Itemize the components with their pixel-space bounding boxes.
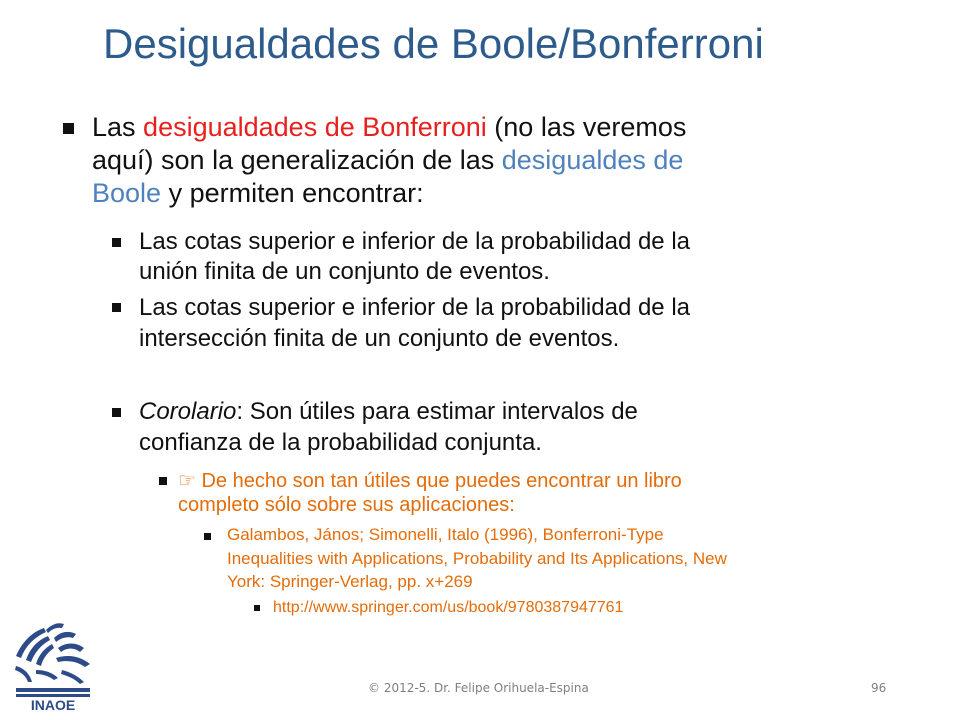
text-segment: : Son útiles para estimar intervalos de: [236, 398, 638, 425]
sub-item-intersection-line-1: Las cotas superior e inferior de la probabilidad de la: [139, 294, 691, 321]
text-segment: aquí) son la generalización de las: [92, 145, 502, 175]
sub-item-corolario-line-1: [139, 398, 638, 426]
bonferroni-highlight: desigualdades de Bonferroni: [143, 112, 487, 142]
sub-item-corolario-line-2: confianza de la probabilidad conjunta.: [139, 429, 542, 456]
main-paragraph-line-1: [92, 112, 686, 143]
slide-title: Desigualdades de Boole/Bonferroni: [103, 20, 764, 67]
bullet-l2: [112, 238, 121, 247]
bullet-l2: [112, 408, 121, 417]
bullet-l4: [204, 533, 211, 540]
main-paragraph-line-3: [92, 178, 424, 209]
reference-line-3: York: Springer-Verlag, pp. x+269: [227, 572, 473, 591]
footer-copyright: © 2012-5. Dr. Felipe Orihuela-Espina: [368, 681, 589, 695]
corolario-label: Corolario: [139, 398, 237, 425]
note-line-1: ☞ De hecho son tan útiles que puedes encontrar un libro: [178, 470, 682, 492]
main-paragraph-line-2: [92, 145, 683, 176]
text-segment: y permiten encontrar:: [161, 178, 424, 208]
reference-line-1: Galambos, János; Simonelli, Italo (1996), Bonferroni-Type: [227, 525, 664, 544]
sub-item-intersection-line-2: intersección finita de un conjunto de eventos.: [139, 325, 620, 352]
logo-text: INAOE: [30, 697, 76, 712]
text-segment: (no las veremos: [486, 112, 687, 142]
note-line-2: completo sólo sobre sus aplicaciones:: [178, 494, 515, 516]
bullet-l3: [159, 477, 167, 485]
text-segment: Las: [92, 112, 144, 142]
page-number: 96: [871, 681, 887, 695]
bullet-l2: [112, 303, 121, 312]
inaoe-logo: [10, 612, 96, 712]
sub-item-union-line-1: Las cotas superior e inferior de la probabilidad de la: [139, 228, 691, 255]
boole-highlight: desigualdes de: [501, 145, 684, 175]
bullet-l5: [254, 605, 260, 611]
springer-link[interactable]: http://www.springer.com/us/book/9780387947761: [273, 599, 624, 616]
boole-highlight: Boole: [92, 178, 162, 208]
reference-line-2: Inequalities with Applications, Probability and Its Applications, New: [227, 549, 727, 568]
bullet-l1: [63, 123, 74, 134]
sub-item-union-line-2: unión finita de un conjunto de eventos.: [139, 258, 550, 285]
